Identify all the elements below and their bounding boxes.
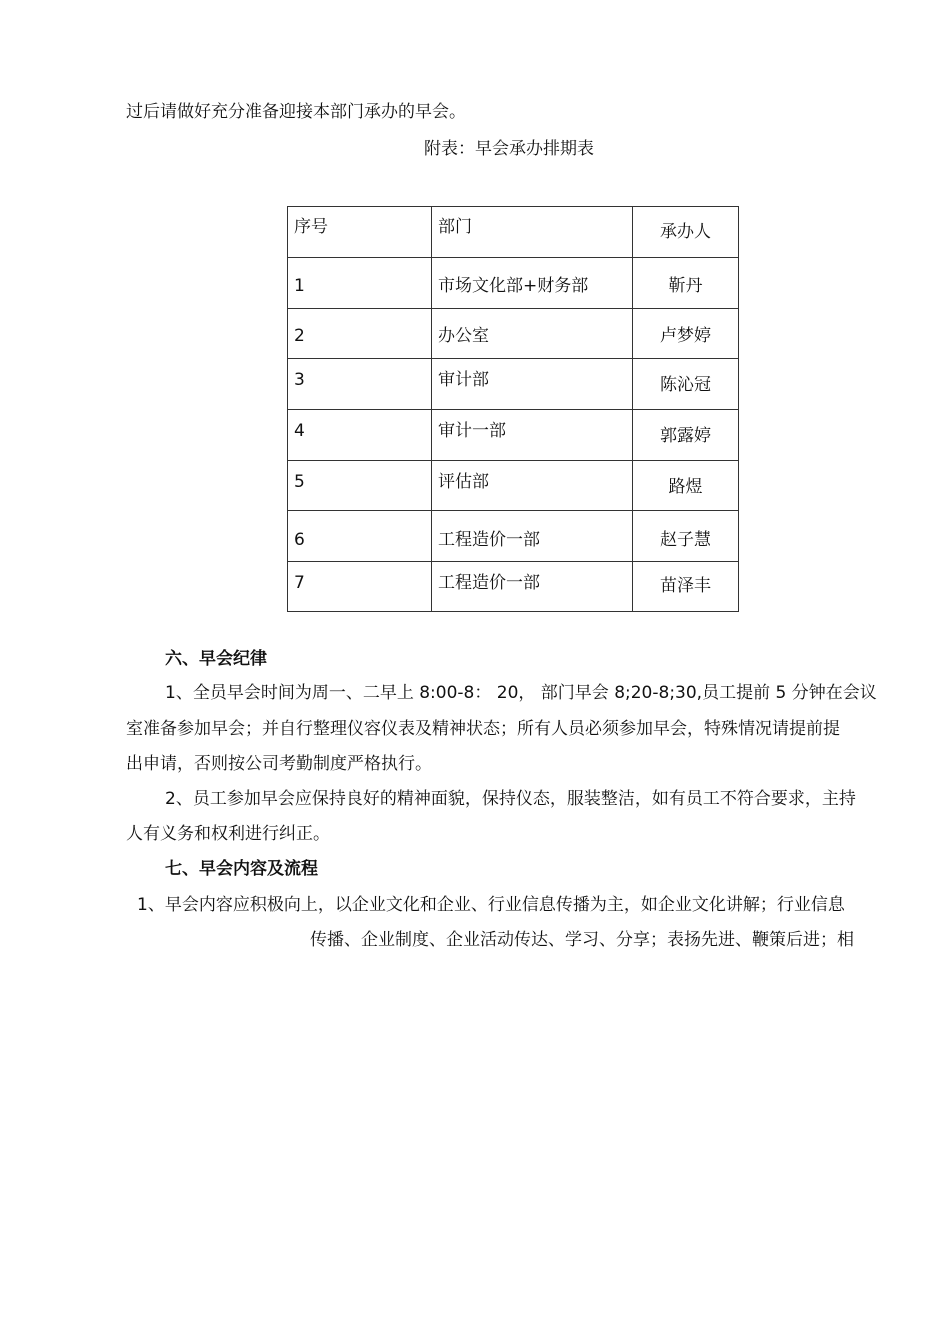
row-no: 1 bbox=[288, 258, 432, 309]
row-person: 郭露婷 bbox=[633, 410, 739, 461]
table-row bbox=[288, 461, 739, 511]
section6-heading: 六、早会纪律 bbox=[165, 649, 267, 669]
row-person: 路煜 bbox=[633, 461, 739, 511]
table-row bbox=[288, 511, 739, 562]
row-person: 苗泽丰 bbox=[633, 562, 739, 612]
row-dept: 工程造价一部 bbox=[432, 562, 633, 612]
row-person: 靳丹 bbox=[633, 258, 739, 309]
header-cell-dept: 部门 bbox=[432, 207, 633, 258]
schedule-table bbox=[287, 206, 739, 612]
table-row bbox=[288, 258, 739, 309]
row-dept: 评估部 bbox=[432, 461, 633, 511]
section6-item1-line2: 室准备参加早会；并自行整理仪容仪表及精神状态；所有人员必须参加早会，特殊情况请提前提 bbox=[126, 719, 840, 739]
section7-heading: 七、早会内容及流程 bbox=[165, 859, 318, 879]
table-row bbox=[288, 410, 739, 461]
row-person: 卢梦婷 bbox=[633, 309, 739, 359]
header-cell-person: 承办人 bbox=[633, 207, 739, 258]
row-no: 6 bbox=[288, 511, 432, 562]
table-row bbox=[288, 309, 739, 359]
row-dept: 审计部 bbox=[432, 359, 633, 410]
row-dept: 审计一部 bbox=[432, 410, 633, 461]
table-caption: 附表：早会承办排期表 bbox=[424, 139, 594, 159]
section6-item1-line3: 出申请，否则按公司考勤制度严格执行。 bbox=[126, 754, 432, 774]
section6-item2-line2: 人有义务和权利进行纠正。 bbox=[126, 824, 330, 844]
row-no: 2 bbox=[288, 309, 432, 359]
intro-line: 过后请做好充分准备迎接本部门承办的早会。 bbox=[126, 102, 466, 122]
row-no: 4 bbox=[288, 410, 432, 461]
row-no: 5 bbox=[288, 461, 432, 511]
row-no: 7 bbox=[288, 562, 432, 612]
row-dept: 市场文化部+财务部 bbox=[432, 258, 633, 309]
row-dept: 办公室 bbox=[432, 309, 633, 359]
row-person: 陈沁冠 bbox=[633, 359, 739, 410]
table-row bbox=[288, 359, 739, 410]
row-dept: 工程造价一部 bbox=[432, 511, 633, 562]
section7-item1-line2: 传播、企业制度、企业活动传达、学习、分享；表扬先进、鞭策后进；相 bbox=[310, 930, 854, 950]
table-row bbox=[288, 562, 739, 612]
header-cell-no: 序号 bbox=[288, 207, 432, 258]
row-no: 3 bbox=[288, 359, 432, 410]
section6-item1-line1: 1、全员早会时间为周一、二早上 8:00-8： 20， 部门早会 8;20-8;30,员工提前 5 分钟在会议 bbox=[165, 683, 877, 703]
section7-item1-line1: 1、早会内容应积极向上，以企业文化和企业、行业信息传播为主，如企业文化讲解；行业信息 bbox=[137, 895, 845, 915]
section6-item2-line1: 2、员工参加早会应保持良好的精神面貌，保持仪态，服装整洁，如有员工不符合要求，主持 bbox=[165, 789, 856, 809]
row-person: 赵子慧 bbox=[633, 511, 739, 562]
table-header-row bbox=[288, 207, 739, 258]
